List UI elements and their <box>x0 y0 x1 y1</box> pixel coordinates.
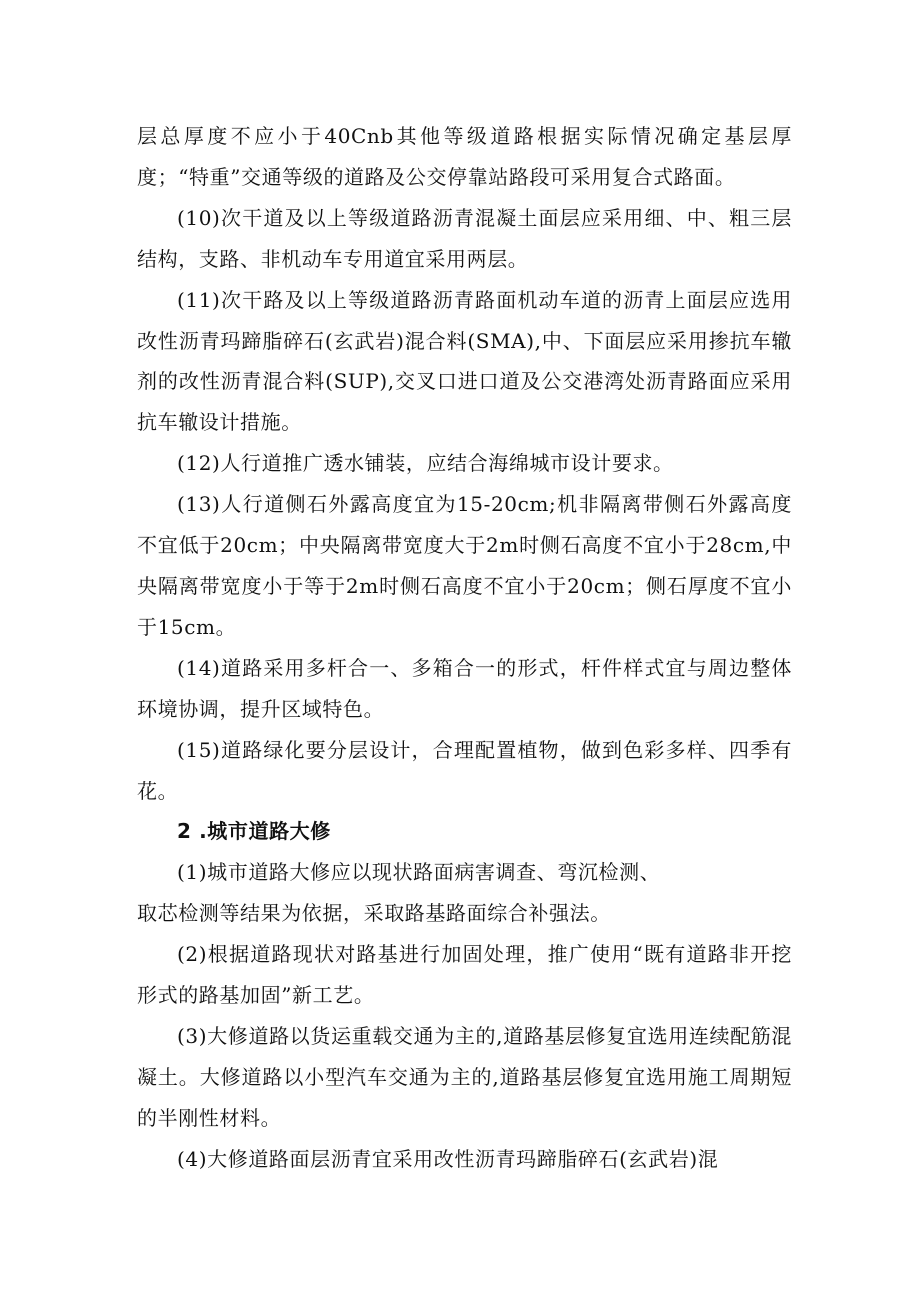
paragraph-repair-2: (2)根据道路现状对路基进行加固处理，推广使用“既有道路非开挖形式的路基加固”新工艺。 <box>137 942 792 1008</box>
paragraph-item-15: (15)道路绿化要分层设计，合理配置植物，做到色彩多样、四季有花。 <box>137 737 792 803</box>
paragraph-item-10: (10)次干道及以上等级道路沥青混凝土面层应采用细、中、粗三层结构，支路、非机动车专用道宜采用两层。 <box>137 205 792 271</box>
paragraph-item-12: (12)人行道推广透水铺装，应结合海绵城市设计要求。 <box>177 451 674 476</box>
paragraph-item-14: (14)道路采用多杆合一、多箱合一的形式，杆件样式宜与周边整体环境协调，提升区域特色。 <box>137 655 792 721</box>
paragraph-repair-1: (1)城市道路大修应以现状路面病害调查、弯沉检测、 取芯检测等结果为依据，采取路基路面综合补强法。 <box>137 860 661 926</box>
paragraph-base-thickness: 层总厚度不应小于40Cnb其他等级道路根据实际情况确定基层厚度；“特重”交通等级的道路及公交停靠站路段可采用复合式路面。 <box>137 124 792 189</box>
section-heading-major-repair: 2 .城市道路大修 <box>177 819 331 844</box>
paragraph-repair-3: (3)大修道路以货运重载交通为主的,道路基层修复宜选用连续配筋混凝土。大修道路以小型汽车交通为主的,道路基层修复宜选用施工周期短的半刚性材料。 <box>137 1023 792 1130</box>
paragraph-item-11: (11)次干路及以上等级道路沥青路面机动车道的沥青上面层应选用改性沥青玛蹄脂碎石(玄武岩)混合料(SMA),中、下面层应采用掺抗车辙剂的改性沥青混合料(SUP),交叉口进口道及公交港湾处沥青路面应采用抗车辙设计措施。 <box>137 287 792 435</box>
paragraph-repair-4: (4)大修道路面层沥青宜采用改性沥青玛蹄脂碎石(玄武岩)混 <box>177 1146 719 1171</box>
document-body <box>137 116 792 1180</box>
paragraph-item-13: (13)人行道侧石外露高度宜为15-20cm;机非隔离带侧石外露高度不宜低于20cm；中央隔离带宽度大于2m时侧石高度不宜小于28cm,中央隔离带宽度小于等于2m时侧石高度不宜小于20cm；侧石厚度不宜小于15cm。 <box>137 492 792 639</box>
